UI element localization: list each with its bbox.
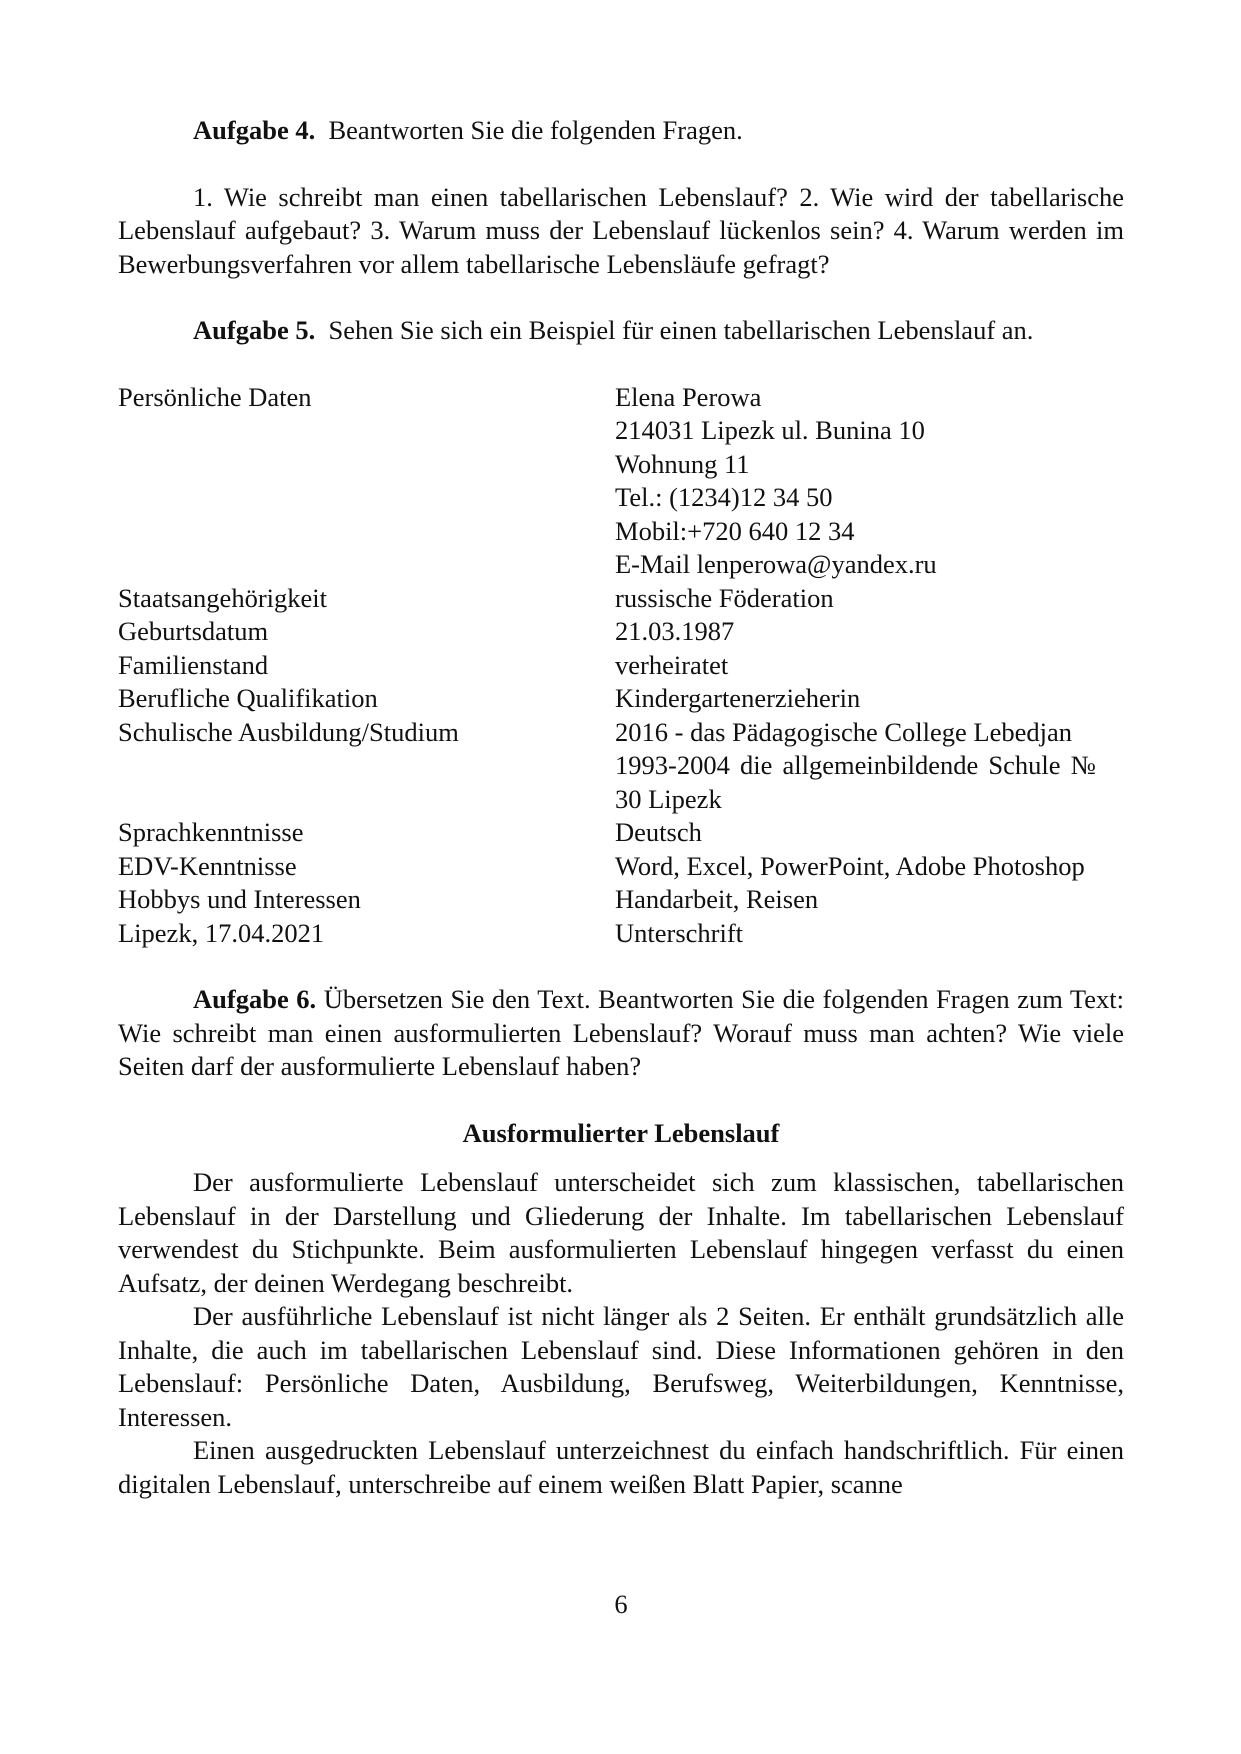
cv-education-1: 2016 - das Pädagogische College Lebedjan — [615, 716, 1072, 747]
cv-label-it: EDV-Kenntnisse — [118, 850, 297, 881]
cv-label-qualification: Berufliche Qualifikation — [118, 683, 378, 713]
task4-label: Aufgabe 4. — [193, 115, 316, 145]
task4-questions: 1. Wie schreibt man einen tabellarischen Lebenslauf? 2. Wie wird der tabellarische Lebenslauf aufgebaut? 3. Warum muss der Lebenslauf lückenlos sein? 4. Warum werden im Bewerbungsverfahren vor allem tabellarische Lebensläufe gefragt? — [118, 181, 1124, 279]
article-title: Ausformulierter Lebenslauf — [462, 1117, 780, 1148]
cv-mobile: Mobil:+720 640 12 34 — [615, 515, 855, 546]
cv-label-personal: Persönliche Daten — [118, 381, 312, 412]
cv-label-birthdate: Geburtsdatum — [118, 616, 269, 646]
cv-address1: 214031 Lipezk ul. Bunina 10 — [615, 415, 925, 445]
cv-label-education: Schulische Ausbildung/Studium — [118, 716, 459, 747]
cv-place-date: Lipezk, 17.04.2021 — [118, 917, 325, 948]
cv-address2: Wohnung 11 — [615, 448, 750, 479]
cv-label-nationality: Staatsangehörigkeit — [118, 582, 327, 613]
cv-education-2: 1993-2004 die allgemeinbildende Schule № 30 Lipezk — [615, 750, 1096, 814]
cv-value-education — [615, 716, 1124, 817]
cv-value-birthdate: 21.03.1987 — [615, 616, 735, 646]
task5-heading — [118, 314, 1124, 348]
article-paragraph-1: Der ausformulierte Lebenslauf unterscheidet sich zum klassischen, tabellarischen Lebenslauf in der Darstellung und Gliederung der Inhalte. Im tabellarischen Lebenslauf verwendest du Stichpunkte. Beim ausformulierten Lebenslauf hingegen verfasst du einen Aufsatz, der deinen Werdegang beschreibt. — [118, 1167, 1124, 1298]
page-number: 6 — [614, 1589, 628, 1619]
cv-signature: Unterschrift — [615, 917, 744, 948]
task6-text: Übersetzen Sie den Text. Beantworten Sie die folgenden Fragen zum Text: Wie schreibt man einen ausformulierten Lebenslauf? Worauf muss man achten? Wie viele Seiten darf der ausformulierte Lebenslauf haben? — [118, 984, 1125, 1081]
cv-label-status: Familienstand — [118, 649, 269, 680]
cv-label-hobbies: Hobbys und Interessen — [118, 884, 361, 914]
cv-value-personal — [615, 381, 1124, 582]
task4-heading — [118, 114, 1124, 148]
document-page — [118, 114, 1125, 1619]
cv-value-hobbies: Handarbeit, Reisen — [615, 884, 819, 914]
cv-email: E-Mail lenperowa@yandex.ru — [615, 549, 937, 579]
article-paragraph-2: Der ausführliche Lebenslauf ist nicht länger als 2 Seiten. Er enthält grundsätzlich alle Inhalte, die auch im tabellarischen Lebenslauf sind. Diese Informationen gehören in den Lebenslauf: Persönliche Daten, Ausbildung, Berufsweg, Weiterbildungen, Kenntnisse, Interessen. — [118, 1301, 1124, 1432]
task5-instruction: Sehen Sie sich ein Beispiel für einen tabellarischen Lebenslauf an. — [328, 315, 1034, 345]
task5-label: Aufgabe 5. — [193, 315, 316, 345]
cv-tel: Tel.: (1234)12 34 50 — [615, 482, 833, 512]
cv-label-languages: Sprachkenntnisse — [118, 817, 304, 847]
cv-value-it: Word, Excel, PowerPoint, Adobe Photoshop — [615, 850, 1085, 881]
task4-instruction: Beantworten Sie die folgenden Fragen. — [328, 115, 743, 145]
task6-label: Aufgabe 6. — [193, 984, 317, 1014]
article-paragraph-3: Einen ausgedruckten Lebenslauf unterzeichnest du einfach handschriftlich. Für einen digitalen Lebenslauf, unterschreibe auf einem weißen Blatt Papier, scanne — [118, 1435, 1124, 1499]
cv-value-nationality: russische Föderation — [615, 582, 834, 613]
cv-table — [118, 381, 1124, 951]
cv-value-languages: Deutsch — [615, 817, 702, 847]
task6-paragraph — [118, 983, 1124, 1084]
cv-value-qualification: Kindergartenerzieherin — [615, 683, 861, 713]
cv-name: Elena Perowa — [615, 381, 762, 412]
cv-value-status: verheiratet — [615, 649, 729, 680]
